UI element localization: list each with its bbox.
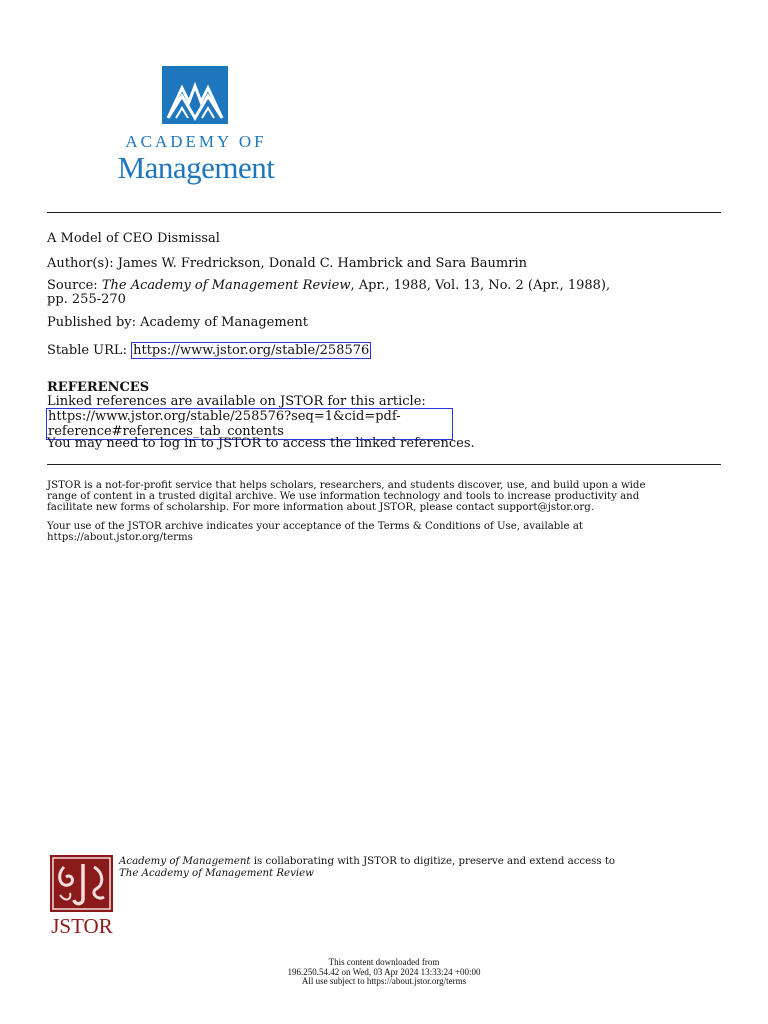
source-line	[47, 278, 610, 293]
notice-line: facilitate new forms of scholarship. For more information about JSTOR, please contact support@jstor.org.	[47, 502, 595, 513]
source-details: , Apr., 1988, Vol. 13, No. 2 (Apr., 1988),	[350, 278, 611, 293]
article-title: A Model of CEO Dismissal	[47, 231, 220, 246]
collaboration-line1	[119, 856, 615, 868]
top-divider	[47, 212, 721, 213]
terms-line: Your use of the JSTOR archive indicates your acceptance of the Terms & Conditions of Use, available at	[47, 521, 583, 532]
source-journal: The Academy of Management Review	[101, 278, 351, 293]
source-label: Source:	[47, 278, 98, 293]
jstor-seal-icon	[50, 855, 113, 912]
footer-line3: All use subject to https://about.jstor.org/terms	[301, 976, 467, 986]
collaboration-text	[119, 856, 615, 879]
terms-link[interactable]: https://about.jstor.org/terms	[47, 532, 193, 543]
aom-mountain-icon	[162, 66, 228, 124]
notice-line: JSTOR is a not-for-profit service that helps scholars, researchers, and students discover, use, and build upon a wide	[47, 480, 646, 491]
references-link-line2[interactable]: reference#references_tab_contents	[48, 424, 284, 439]
authors-line	[47, 256, 527, 271]
jstor-notice-paragraph	[47, 480, 727, 513]
collaboration-org: Academy of Management	[119, 856, 251, 867]
source-pages: pp. 255-270	[47, 292, 126, 307]
authors-value: James W. Fredrickson, Donald C. Hambrick and Sara Baumrin	[117, 256, 527, 271]
footer-line2: 196.250.54.42 on Wed, 03 Apr 2024 13:33:24 +00:00	[287, 966, 481, 977]
references-link-line1[interactable]: https://www.jstor.org/stable/258576?seq=1&cid=pdf-	[48, 409, 401, 424]
jstor-wordmark: JSTOR	[51, 914, 113, 938]
references-note: You may need to log in to JSTOR to access the linked references.	[47, 436, 475, 451]
academy-of-management-logo	[104, 66, 288, 184]
notice-line: range of content in a trusted digital archive. We use information technology and tools to increase productivity and	[47, 491, 640, 502]
terms-paragraph	[47, 521, 727, 543]
footer-line1: This content downloaded from	[328, 957, 440, 967]
stable-url-link[interactable]: https://www.jstor.org/stable/258576	[133, 343, 370, 358]
authors-label: Author(s):	[47, 256, 114, 271]
stable-url-line	[47, 343, 371, 358]
published-line	[47, 315, 308, 330]
references-intro: Linked references are available on JSTOR for this article:	[47, 394, 426, 409]
collaboration-statement: is collaborating with JSTOR to digitize, preserve and extend access to	[253, 856, 616, 867]
published-label: Published by:	[47, 315, 136, 330]
logo-text-line2: Management	[117, 150, 275, 185]
middle-divider	[47, 464, 721, 465]
publisher-name: Academy of Management	[140, 315, 308, 330]
references-heading: REFERENCES	[47, 380, 150, 395]
collaboration-journal: The Academy of Management Review	[119, 867, 314, 879]
download-footer	[184, 958, 584, 987]
stable-url-label: Stable URL:	[47, 343, 127, 358]
jstor-logo	[50, 855, 114, 937]
logo-text-line1: ACADEMY OF	[125, 132, 267, 151]
